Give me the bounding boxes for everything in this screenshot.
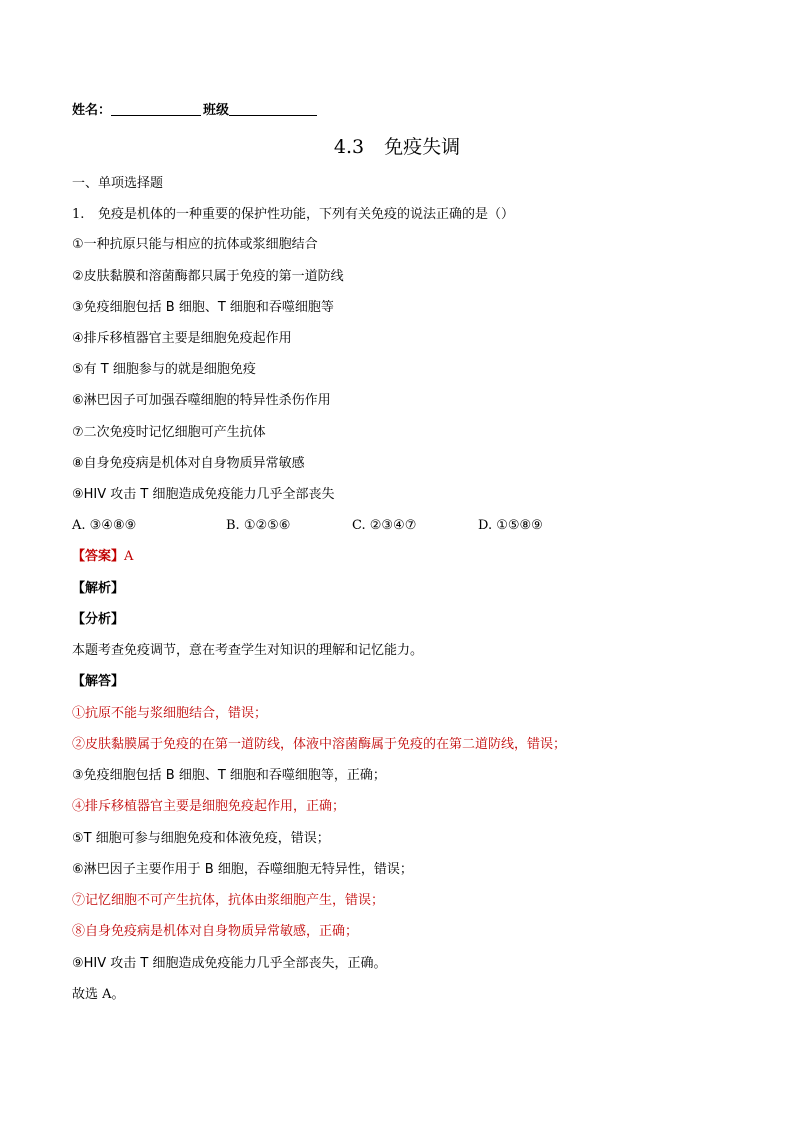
page-title — [0, 136, 794, 158]
class-label: 班级 — [203, 103, 230, 118]
solution-line-1: ①抗原不能与浆细胞结合，错误； — [72, 706, 268, 721]
solution-line-8: ⑧自身免疫病是机体对自身物质异常敏感，正确； — [72, 924, 359, 939]
jiexi-label: 【解析】 — [72, 581, 125, 596]
fenxi-text: 本题考查免疫调节，意在考查学生对知识的理解和记忆能力。 — [72, 643, 424, 658]
name-label: 姓名： — [72, 103, 112, 118]
question-number: 1. — [72, 207, 85, 222]
section-heading: 一、单项选择题 — [72, 176, 164, 191]
solution-line-4: ④排斥移植器官主要是细胞免疫起作用，正确； — [72, 799, 346, 814]
jieda-label: 【解答】 — [72, 674, 125, 689]
option-d: D. ①⑤⑧⑨ — [478, 518, 543, 533]
solution-line-6: ⑥淋巴因子主要作用于 B 细胞，吞噬细胞无特异性，错误； — [72, 862, 413, 877]
statement-9: ⑨HIV 攻击 T 细胞造成免疫能力几乎全部丧失 — [72, 487, 335, 502]
solution-line-5: ⑤T 细胞可参与细胞免疫和体液免疫，错误； — [72, 831, 330, 846]
statement-7: ⑦二次免疫时记忆细胞可产生抗体 — [72, 425, 266, 440]
solution-line-9: ⑨HIV 攻击 T 细胞造成免疫能力几乎全部丧失，正确。 — [72, 956, 387, 971]
name-class-row — [72, 101, 317, 120]
statement-6: ⑥淋巴因子可加强吞噬细胞的特异性杀伤作用 — [72, 393, 331, 408]
option-c: C. ②③④⑦ — [352, 518, 417, 533]
statement-3: ③免疫细胞包括 B 细胞、T 细胞和吞噬细胞等 — [72, 300, 334, 315]
name-blank — [111, 101, 201, 116]
conclusion: 故选 A。 — [72, 987, 125, 1002]
answer-label: 【答案】 — [72, 549, 125, 564]
solution-line-7: ⑦记忆细胞不可产生抗体，抗体由浆细胞产生，错误； — [72, 893, 385, 908]
answer-value: A — [124, 549, 134, 564]
question-stem: 免疫是机体的一种重要的保护性功能，下列有关免疫的说法正确的是（） — [98, 207, 515, 222]
option-a: A. ③④⑧⑨ — [72, 518, 137, 533]
answer-row — [72, 548, 133, 566]
statement-5: ⑤有 T 细胞参与的就是细胞免疫 — [72, 362, 256, 377]
option-b: B. ①②⑤⑥ — [226, 518, 291, 533]
solution-line-2: ②皮肤黏膜属于免疫的在第一道防线，体液中溶菌酶属于免疫的在第二道防线，错误； — [72, 737, 567, 752]
question-stem-row — [72, 206, 514, 224]
statement-2: ②皮肤黏膜和溶菌酶都只属于免疫的第一道防线 — [72, 269, 344, 284]
solution-line-3: ③免疫细胞包括 B 细胞、T 细胞和吞噬细胞等，正确； — [72, 768, 386, 783]
class-blank — [229, 101, 317, 116]
statement-8: ⑧自身免疫病是机体对自身物质异常敏感 — [72, 456, 305, 471]
title-number: 4.3 — [333, 136, 365, 158]
statement-4: ④排斥移植器官主要是细胞免疫起作用 — [72, 331, 292, 346]
fenxi-label: 【分析】 — [72, 612, 125, 627]
title-text: 免疫失调 — [384, 136, 461, 158]
statement-1: ①一种抗原只能与相应的抗体或浆细胞结合 — [72, 237, 318, 252]
